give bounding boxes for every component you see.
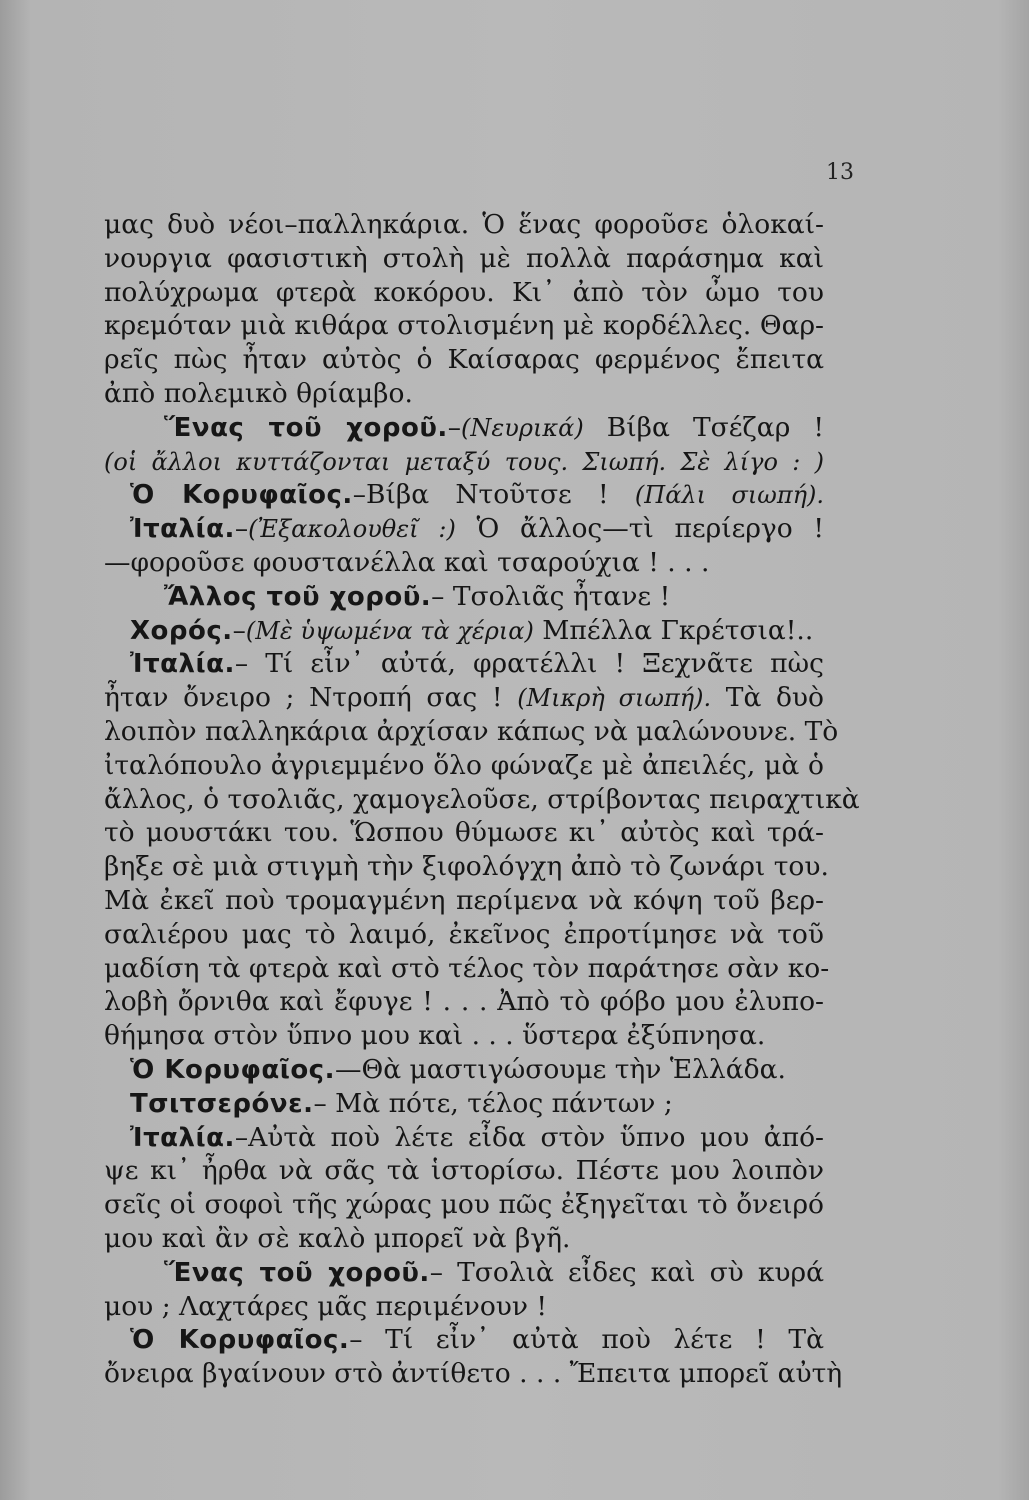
stage-direction: (Ἐξακολουθεῖ :) <box>248 515 456 544</box>
line-text: κρεμόταν μιὰ κιθάρα στολισμένη μὲ κορδέλλες. Θαρ- <box>104 310 824 342</box>
line-text: – Τί εἶν᾽ αὐτὰ ποὺ λέτε ! Τὰ <box>349 1324 824 1356</box>
text-line <box>104 918 824 952</box>
line-text: μου ; Λαχτάρες μᾶς περιμένουν ! <box>104 1290 548 1322</box>
text-line <box>104 512 824 546</box>
stage-direction: (Πάλι σιωπή). <box>634 481 824 510</box>
speaker-name: Ὁ Κορυφαῖος. <box>130 1054 335 1085</box>
speaker-name: Ἰταλία. <box>130 649 235 680</box>
line-text: βηξε σὲ μιὰ στιγμὴ τὴν ξιφολόγχη ἀπὸ τὸ ζωνάρι του. <box>104 851 829 883</box>
line-text: —Θὰ μαστιγώσουμε τὴν Ἑλλάδα. <box>334 1053 786 1085</box>
speaker-name: Ἕνας τοῦ χοροῦ. <box>164 1257 430 1288</box>
line-text: ἀπὸ πολεμικὸ θρίαμβο. <box>104 377 413 409</box>
line-text: μου καὶ ἂν σὲ καλὸ μπορεῖ νὰ βγῆ. <box>104 1222 571 1254</box>
line-text: ρεῖς πὼς ἦταν αὐτὸς ὁ Καίσαρας φερμένος ἔπειτα <box>104 344 824 376</box>
line-text: Τὰ δυὸ <box>711 682 824 714</box>
text-line <box>104 614 824 648</box>
line-text: – Μὰ πότε, τέλος πάντων ; <box>313 1087 673 1119</box>
line-text: – <box>232 614 246 646</box>
text-line <box>104 411 824 445</box>
text-line <box>104 546 824 580</box>
line-text: –Βίβα Ντοῦτσε ! <box>352 479 635 511</box>
text-line <box>104 276 824 310</box>
text-line <box>104 681 824 715</box>
speaker-name: Ἰταλία. <box>130 514 235 545</box>
page-number: 13 <box>826 160 854 185</box>
text-line <box>104 309 824 343</box>
text-line <box>104 884 824 918</box>
text-line <box>104 1290 824 1324</box>
stage-direction: (Νευρικά) <box>461 413 584 442</box>
line-text: σεῖς οἱ σοφοὶ τῆς χώρας μου πῶς ἐξηγεῖται τὸ ὄνειρό <box>104 1189 824 1221</box>
text-line <box>104 952 830 986</box>
line-text: – <box>447 411 462 443</box>
line-text: —φοροῦσε φουστανέλλα καὶ τσαρούχια ! . . . <box>104 546 710 578</box>
line-text: ψε κι᾽ ἦρθα νὰ σᾶς τὰ ἱστορίσω. Πέστε μου λοιπὸν <box>104 1155 824 1187</box>
line-text: ἦταν ὄνειρο ; Ντροπή σας ! <box>104 682 518 714</box>
text-line <box>104 377 824 411</box>
text-line <box>104 445 824 479</box>
line-text: Μὰ ἐκεῖ ποὺ τρομαγμένη περίμενα νὰ κόψη τοῦ βερ- <box>104 884 824 916</box>
text-line <box>104 580 824 614</box>
text-line <box>104 1087 824 1121</box>
text-line <box>104 1154 824 1188</box>
speaker-name: Χορός. <box>130 615 233 646</box>
speaker-name: Τσιτσερόνε. <box>130 1088 314 1119</box>
text-line <box>104 1323 824 1357</box>
text-line <box>104 1121 824 1155</box>
text-line <box>104 715 839 749</box>
speaker-name: Ἰταλία. <box>130 1122 235 1153</box>
line-text: πολύχρωμα φτερὰ κοκόρου. Κι᾽ ἀπὸ τὸν ὦμο του <box>104 276 824 308</box>
line-text: λοβὴ ὄρνιθα καὶ ἔφυγε ! . . . Ἀπὸ τὸ φόβο μου ἐλυπο- <box>104 986 824 1018</box>
line-text: – Τί εἶν᾽ αὐτά, φρατέλλι ! Ξεχνᾶτε πὼς <box>234 648 824 680</box>
line-text: – Τσολιᾶς ἦτανε ! <box>431 580 671 612</box>
line-text: τὸ μουστάκι του. Ὥσπου θύμωσε κι᾽ αὐτὸς καὶ τρά- <box>104 817 824 849</box>
line-text: λοιπὸν παλληκάρια ἀρχίσαν κάπως νὰ μαλώνουνε. Τὸ <box>104 715 839 747</box>
text-line <box>104 1019 824 1053</box>
text-line <box>104 816 824 850</box>
line-text: Μπέλλα Γκρέτσια!.. <box>533 614 814 646</box>
text-line <box>104 850 829 884</box>
text-line <box>104 1188 824 1222</box>
line-text: νουργια φασιστικὴ στολὴ μὲ πολλὰ παράσημα καὶ <box>104 242 824 274</box>
text-line <box>104 985 824 1019</box>
text-line <box>104 343 824 377</box>
text-line <box>104 647 824 681</box>
line-text: θήμησα στὸν ὕπνο μου καὶ . . . ὕστερα ἐξύπνησα. <box>104 1020 766 1052</box>
line-text: ἰταλόπουλο ἀγριεμμένο ὅλο φώναζε μὲ ἀπειλές, μὰ ὁ <box>104 749 824 781</box>
line-text: –Αὐτὰ ποὺ λέτε εἶδα στὸν ὕπνο μου ἀπό- <box>234 1121 824 1153</box>
line-text: – Τσολιὰ εἶδες καὶ σὺ κυρά <box>429 1256 824 1288</box>
text-line <box>104 1357 843 1391</box>
line-text: – <box>234 513 249 545</box>
text-line <box>104 478 824 512</box>
stage-direction: (Μικρὴ σιωπή). <box>517 684 712 713</box>
stage-direction: (Μὲ ὑψωμένα τὰ χέρια) <box>245 616 534 645</box>
line-text: μας δυὸ νέοι–παλληκάρια. Ὁ ἕνας φοροῦσε ὁλοκαί- <box>104 209 824 240</box>
text-block <box>104 208 860 1391</box>
line-text: Βίβα Τσέζαρ ! <box>583 411 824 443</box>
line-text: ἄλλος, ὁ τσολιᾶς, χαμογελοῦσε, στρίβοντας πειραχτικὰ <box>104 783 860 815</box>
speaker-name: Ὁ Κορυφαῖος. <box>130 480 353 511</box>
line-text: Ὁ ἄλλος—τὶ περίεργο ! <box>455 513 825 545</box>
speaker-name: Ὁ Κορυφαῖος. <box>130 1325 350 1356</box>
text-line <box>104 242 824 276</box>
text-line <box>104 1256 824 1290</box>
text-line <box>104 783 860 817</box>
line-text: σαλιέρου μας τὸ λαιμό, ἐκεῖνος ἐπροτίμησε νὰ τοῦ <box>104 918 824 950</box>
line-text: ὄνειρα βγαίνουν στὸ ἀντίθετο . . . Ἔπειτα μπορεῖ αὐτὴ <box>104 1358 843 1390</box>
speaker-name: Ἄλλος τοῦ χοροῦ. <box>164 581 432 612</box>
text-line <box>104 1222 824 1256</box>
text-line <box>104 208 824 242</box>
text-line <box>104 1053 824 1087</box>
text-line <box>104 749 824 783</box>
speaker-name: Ἕνας τοῦ χοροῦ. <box>164 412 448 443</box>
stage-direction: (οἱ ἄλλοι κυττάζονται μεταξύ τους. Σιωπή. Σὲ λίγο : ) <box>104 447 824 476</box>
line-text: μαδίση τὰ φτερὰ καὶ στὸ τέλος τὸν παράτησε σὰν κο- <box>104 952 830 984</box>
